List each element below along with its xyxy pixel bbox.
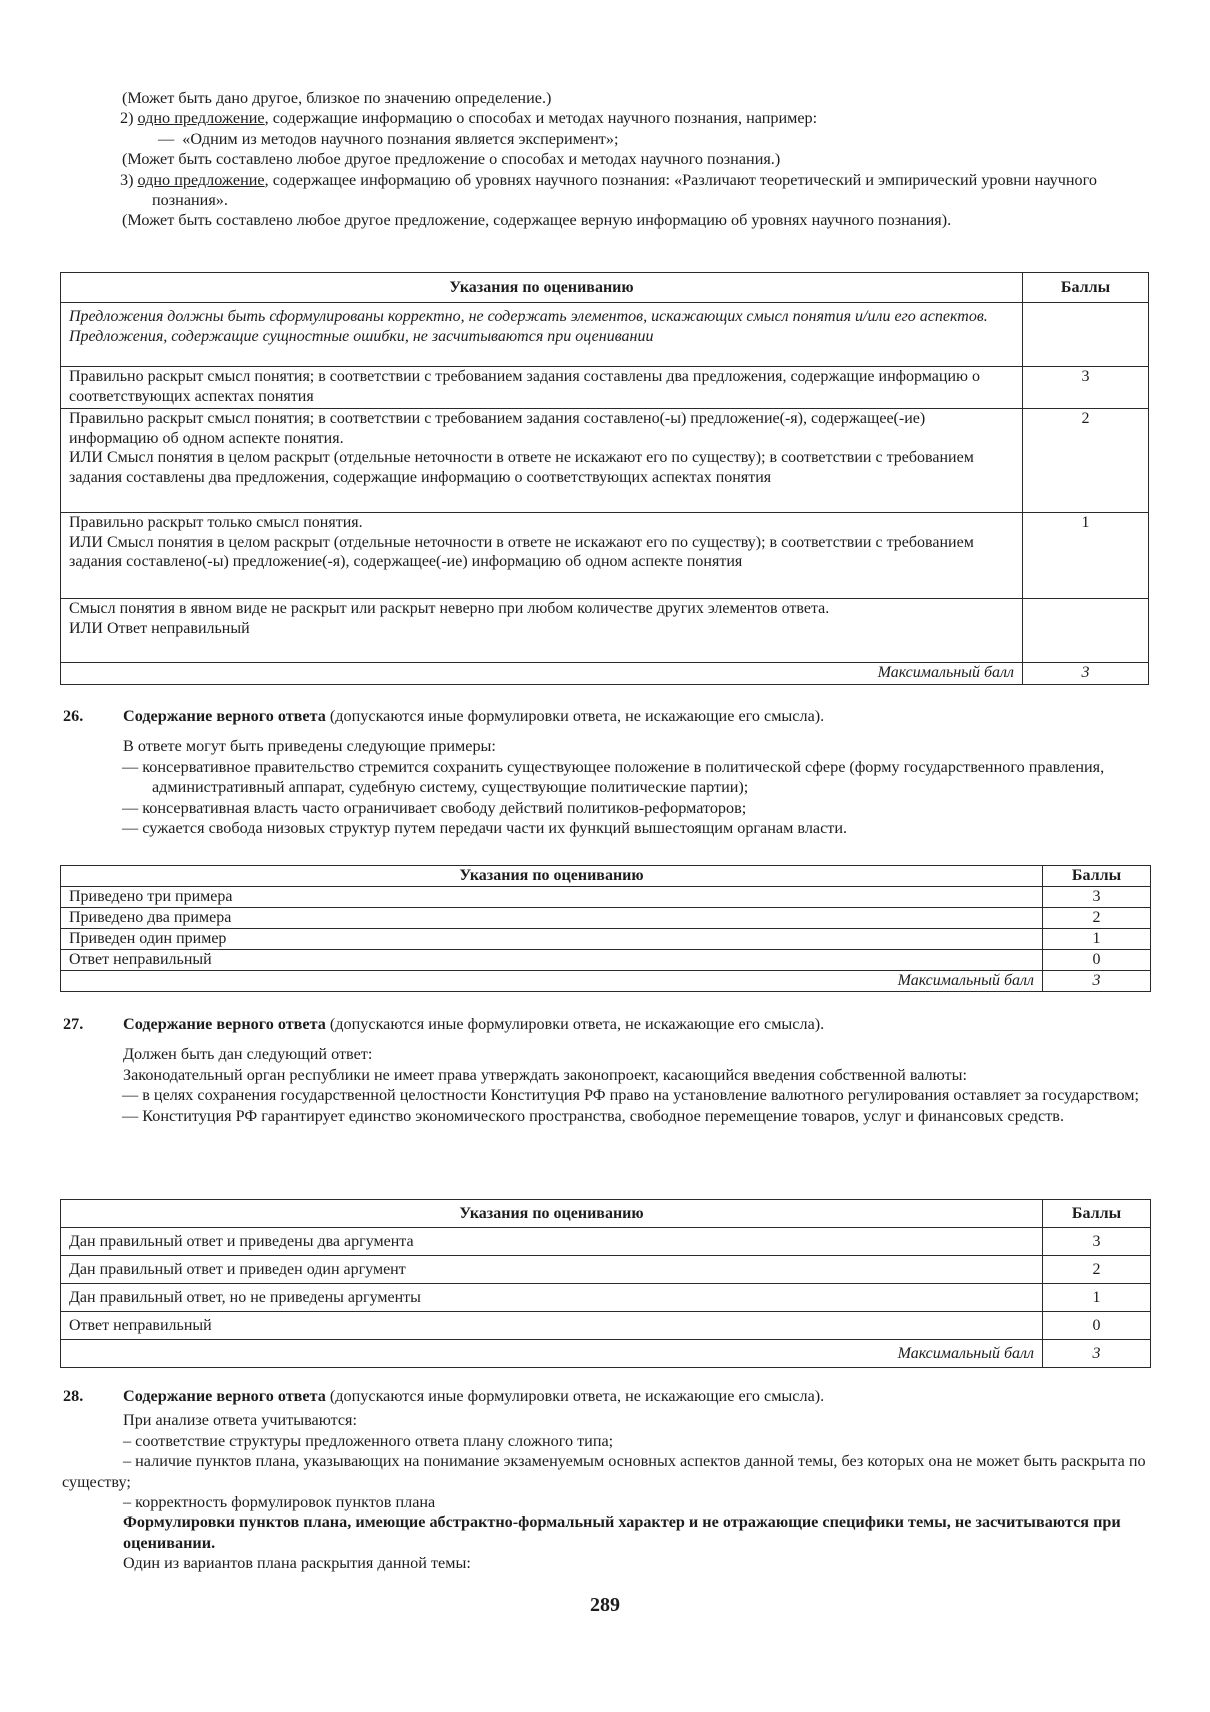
table-row [61, 513, 1149, 599]
list-item: — консервативное правительство стремится сохранить существующее положение в политической сфере (форму государственного правления, административный аппарат, судебную систему, существующие политические партии); [122, 757, 1105, 797]
underlined-phrase: одно предложение [137, 109, 265, 128]
item-text: , содержащее информацию об уровнях научного познания: «Различают теоретический и эмпирический уровни научного познания». [152, 170, 1097, 210]
row-criteria: Ответ неправильный [61, 950, 1043, 971]
question-number: 26. [63, 707, 84, 725]
item-number: 2) [120, 109, 134, 128]
question-number: 28. [63, 1387, 84, 1405]
header-points: Баллы [1023, 273, 1149, 303]
row-criteria: Дан правильный ответ и приведены два аргумента [61, 1228, 1043, 1256]
row-points: 2 [1023, 409, 1149, 513]
list-item: – соответствие структуры предложенного ответа плану сложного типа; [123, 1431, 614, 1450]
list-item-text: консервативная власть часто ограничивает свободу действий политиков-реформаторов; [142, 798, 747, 817]
criteria-main: Правильно раскрыт смысл понятия; в соответствии с требованием задания составлено(-ы) предложение(-я), содержащее(-ие) информацию об одном аспекте понятия. [69, 410, 926, 447]
list-item-text: в целях сохранения государственной целостности Конституция РФ право на установление валютного регулирования оставляет за государством; [142, 1086, 1140, 1105]
criteria-main: Правильно раскрыт только смысл понятия. [69, 514, 363, 531]
question-intro: При анализе ответа учитываются: [123, 1411, 357, 1430]
row-points: 0 [1043, 950, 1151, 971]
row-criteria: Приведено три примера [61, 887, 1043, 908]
header-criteria: Указания по оцениванию [61, 866, 1043, 887]
row-criteria: Дан правильный ответ и приведен один аргумент [61, 1256, 1043, 1284]
row-points: 3 [1043, 1228, 1151, 1256]
question-header [0, 1014, 1210, 1034]
row-points: 0 [1043, 1312, 1151, 1340]
bold-note: Формулировки пунктов плана, имеющие абстрактно-формальный характер и не отражающие специфики темы, не засчитываются при оценивании. [123, 1513, 1121, 1552]
list-item: — Конституция РФ гарантирует единство экономического пространства, свободное перемещение товаров, услуг и финансовых средств. [122, 1106, 1064, 1125]
intro-item-2 [0, 108, 1210, 128]
max-score-label: Максимальный балл [61, 971, 1043, 992]
table-row [61, 409, 1149, 513]
question-28 [0, 1386, 1210, 1574]
note-line-1: Предложения должны быть сформулированы корректно, не содержать элементов, искажающих смысл понятия и/или его аспектов. [69, 308, 988, 325]
answer-lead-bold: Содержание верного ответа [123, 1387, 326, 1405]
table-row [61, 1228, 1151, 1256]
question-intro: В ответе могут быть приведены следующие примеры: [123, 737, 496, 756]
row-points: 2 [1043, 1256, 1151, 1284]
intro-item-3 [0, 170, 1210, 211]
table-row [61, 1284, 1151, 1312]
answer-lead-rest: (допускаются иные формулировки ответа, не искажающие его смысла). [325, 1387, 825, 1405]
table-row [61, 929, 1151, 950]
table-row [61, 1312, 1151, 1340]
list-item-text: сужается свобода низовых структур путем передачи части их функций вышестоящим органам власти. [142, 819, 848, 838]
row-points: 1 [1043, 1284, 1151, 1312]
table-row [61, 1256, 1151, 1284]
row-criteria [61, 409, 1023, 513]
table-row [61, 599, 1149, 663]
question-statement: Законодательный орган республики не имеет права утверждать законопроект, касающийся введения собственной валюты: [123, 1065, 967, 1084]
row-points: 2 [1043, 908, 1151, 929]
list-item: — консервативная власть часто ограничивает свободу действий политиков-реформаторов; [122, 798, 747, 817]
criteria-alternative: ИЛИ Ответ неправильный [69, 619, 250, 637]
empty-points-cell [1023, 303, 1149, 367]
item-number: 3) [120, 170, 134, 189]
underlined-phrase: одно предложение [137, 170, 265, 189]
answer-lead-bold: Содержание верного ответа [123, 1015, 326, 1033]
answer-lead-bold: Содержание верного ответа [123, 707, 326, 725]
row-points: 3 [1043, 887, 1151, 908]
row-criteria: Приведен один пример [61, 929, 1043, 950]
list-item: — в целях сохранения государственной целостности Конституция РФ право на установление валютного регулирования оставляет за государством; [122, 1086, 1140, 1105]
table-row [61, 950, 1151, 971]
header-criteria: Указания по оцениванию [61, 273, 1023, 303]
question-26 [0, 706, 1210, 838]
question-header [0, 1386, 1210, 1406]
max-score-value: 3 [1023, 663, 1149, 685]
list-item: – корректность формулировок пунктов плана [123, 1493, 436, 1512]
table-row [61, 908, 1151, 929]
scoring-table-25 [60, 272, 1149, 685]
header-criteria: Указания по оцениванию [61, 1200, 1043, 1228]
row-criteria: Правильно раскрыт смысл понятия; в соответствии с требованием задания составлены два предложения, содержащие информацию о соответствующих аспектах понятия [61, 367, 1023, 409]
intro-note-2: (Может быть составлено любое другое предложение о способах и методах научного познания.) [122, 150, 781, 169]
scoring-table-26 [60, 865, 1151, 992]
table-row [61, 887, 1151, 908]
list-item: — сужается свобода низовых структур путем передачи части их функций вышестоящим органам власти. [122, 819, 848, 838]
header-points: Баллы [1043, 1200, 1151, 1228]
example-text: «Одним из методов научного познания является эксперимент»; [182, 129, 619, 148]
table-note [61, 303, 1023, 367]
intro-section [0, 88, 1210, 231]
max-score-value: 3 [1043, 971, 1151, 992]
question-intro: Должен быть дан следующий ответ: [123, 1045, 373, 1064]
question-number: 27. [63, 1015, 84, 1033]
header-points: Баллы [1043, 866, 1151, 887]
row-points: 3 [1023, 367, 1149, 409]
max-score-label: Максимальный балл [61, 1340, 1043, 1368]
criteria-main: Смысл понятия в явном виде не раскрыт или раскрыт неверно при любом количестве других элементов ответа. [69, 600, 830, 617]
question-header [0, 706, 1210, 726]
dash-marker: — [158, 129, 183, 148]
max-score-label: Максимальный балл [61, 663, 1023, 685]
criteria-alternative: ИЛИ Смысл понятия в целом раскрыт (отдельные неточности в ответе не искажают его по существу); в соответствии с требованием задания составлены два предложения, содержащие информацию о соответствующих аспектах понятия [69, 449, 974, 486]
note-line-2: Предложения, содержащие сущностные ошибки, не засчитываются при оценивании [69, 327, 654, 345]
max-score-value: 3 [1043, 1340, 1151, 1368]
list-item-text: консервативное правительство стремится сохранить существующее положение в политической сфере (форму государственного правления, административный аппарат, судебную систему, существующие политические партии); [142, 757, 1105, 797]
row-criteria [61, 513, 1023, 599]
intro-note-1: (Может быть дано другое, близкое по значению определение.) [122, 89, 552, 107]
row-points [1023, 599, 1149, 663]
item-text: , содержащие информацию о способах и методах научного познания, например: [264, 109, 818, 128]
row-points: 1 [1023, 513, 1149, 599]
answer-lead-rest: (допускаются иные формулировки ответа, не искажающие его смысла). [325, 1015, 825, 1033]
row-criteria [61, 599, 1023, 663]
criteria-alternative: ИЛИ Смысл понятия в целом раскрыт (отдельные неточности в ответе не искажают его по существу); в соответствии с требованием задания составлено(-ы) предложение(-я), содержащее(-ие) информацию об одном аспекте понятия [69, 533, 974, 571]
intro-note-3: (Может быть составлено любое другое предложение, содержащее верную информацию об уровнях научного познания). [122, 211, 952, 230]
closing-line: Один из вариантов плана раскрытия данной темы: [123, 1554, 471, 1573]
row-criteria: Ответ неправильный [61, 1312, 1043, 1340]
row-points: 1 [1043, 929, 1151, 950]
answer-lead-rest: (допускаются иные формулировки ответа, не искажающие его смысла). [325, 707, 825, 725]
intro-item-2-example [0, 129, 1210, 149]
question-27 [0, 1014, 1210, 1126]
table-row [61, 367, 1149, 409]
list-item: – наличие пунктов плана, указывающих на понимание экзаменуемым основных аспектов данной темы, без которых она не может быть раскрыта по существу; [62, 1452, 1146, 1491]
row-criteria: Приведено два примера [61, 908, 1043, 929]
list-item-text: Конституция РФ гарантирует единство экономического пространства, свободное перемещение товаров, услуг и финансовых средств. [142, 1106, 1064, 1125]
page-number: 289 [590, 1594, 620, 1616]
row-criteria: Дан правильный ответ, но не приведены аргументы [61, 1284, 1043, 1312]
scoring-table-27 [60, 1199, 1151, 1368]
